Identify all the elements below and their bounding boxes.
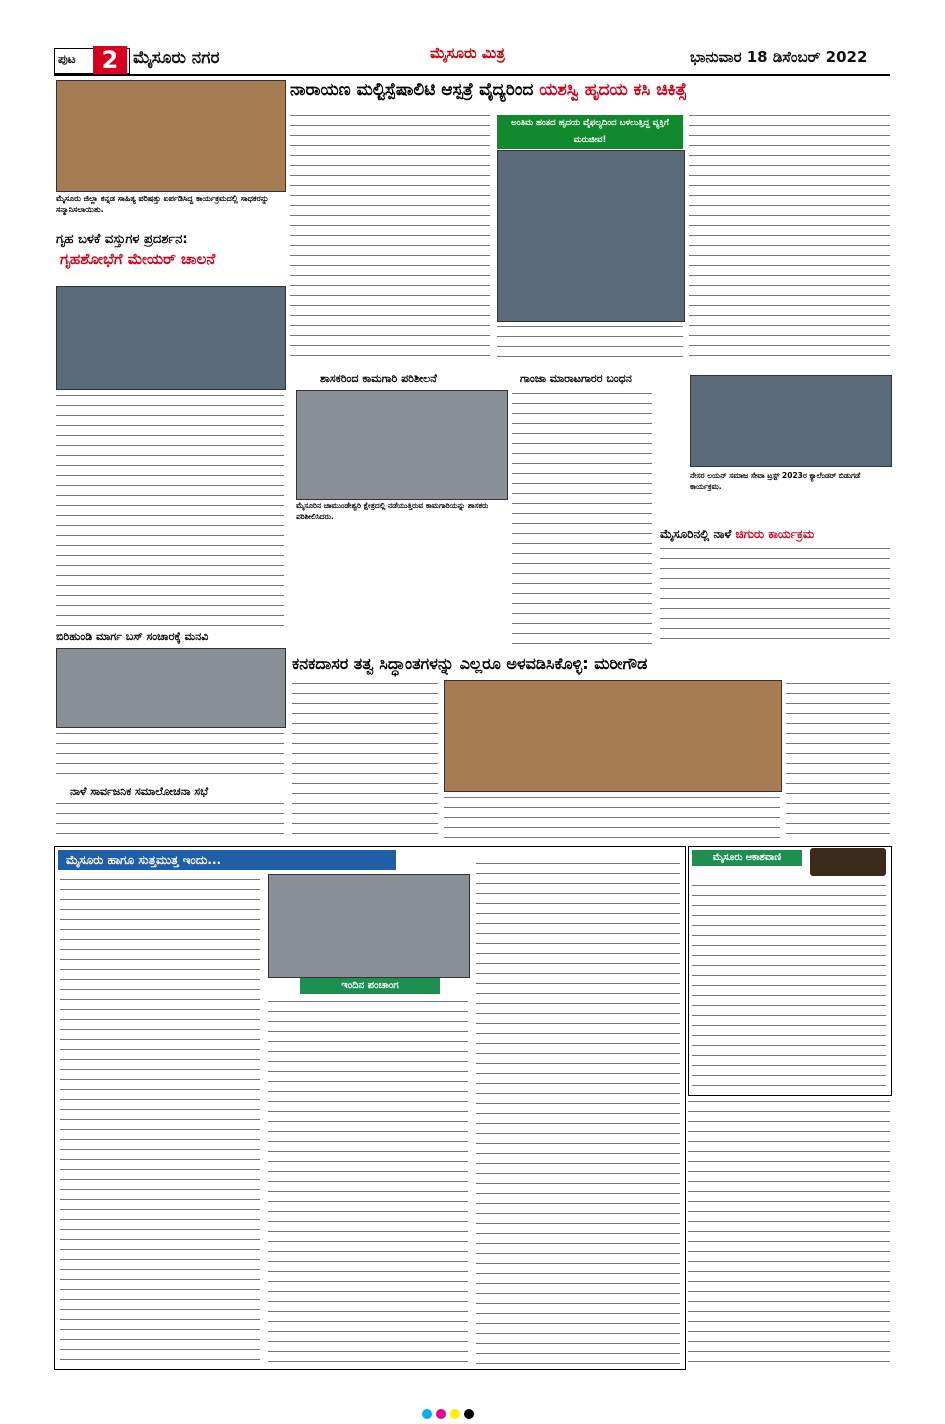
radio-title: ಮೈಸೂರು ಆಕಾಶವಾಣಿ (692, 850, 802, 866)
events-col2 (268, 998, 468, 1364)
events-title: ಮೈಸೂರು ಹಾಗೂ ಸುತ್ತಮುತ್ತ ಇಂದು... (58, 850, 396, 870)
events-col4 (688, 1098, 890, 1364)
inspection-headline: ಶಾಸಕರಿಂದ ಕಾಮಗಾರಿ ಪರಿಶೀಲನೆ (320, 372, 437, 385)
calendar-release-caption: ನೇಸರ ಲಯನ್ ಸಮಾಜ ಸೇವಾ ಟ್ರಸ್ಟ್ 2023ರ ಕ್ಯಾಲೆಂಡರ್ ಬಿಡುಗಡೆ ಕಾರ್ಯಕ್ರಮ. (690, 471, 861, 491)
panchanga-title: ಇಂದಿನ ಪಂಚಾಂಗ (300, 978, 440, 994)
kanakadasa-photo (444, 680, 782, 792)
lead-headline-a: ನಾರಾಯಣ ಮಲ್ಟಿಸ್ಪೆಷಾಲಿಟಿ ಆಸ್ಪತ್ರೆ ವೈದ್ಯರಿಂದ (290, 80, 534, 100)
ganja-headline: ಗಾಂಜಾ ಮಾರಾಟಗಾರರ ಬಂಧನ (520, 372, 632, 385)
chiguru-headline (660, 527, 890, 542)
section-title: ಮೈಸೂರು ನಗರ (133, 48, 220, 68)
kanakadasa-body-col3 (786, 680, 890, 842)
page-number: 2 (93, 46, 127, 74)
felicitation-photo (56, 80, 286, 192)
exhibition-photo (56, 286, 286, 390)
bus-route-headline: ಬಿರಿಹುಂಡಿ ಮಾರ್ಗ ಬಸ್ ಸಂಚಾರಕ್ಕೆ ಮನವಿ (56, 630, 209, 643)
felicitation-caption: ಮೈಸೂರು ಜಿಲ್ಲಾ ಕನ್ನಡ ಸಾಹಿತ್ಯ ಪರಿಷತ್ತು ಏರ್ಪಡಿಸಿದ್ದ ಕಾರ್ಯಕ್ರಮದಲ್ಲಿ ಸಾಧಕರನ್ನು ಸನ್ಮಾನಿಸಲಾಯಿತು. (56, 194, 269, 214)
chiguru-headline-b: ಚಿಗುರು ಕಾರ್ಯಕ್ರಮ (735, 527, 815, 541)
kanakadasa-headline: ಕನಕದಾಸರ ತತ್ವ ಸಿದ್ಧಾಂತಗಳನ್ನು ಎಲ್ಲರೂ ಅಳವಡಿಸಿಕೊಳ್ಳಿ: ಮರೀಗೌಡ (292, 654, 648, 673)
lead-headline-b: ಯಶಸ್ವಿ ಹೃದಯ ಕಸಿ ಚಿಕಿತ್ಸೆ (539, 80, 687, 100)
events-col3 (476, 860, 680, 1364)
consultation-headline: ನಾಳೆ ಸಾರ್ವಜನಿಕ ಸಮಾಲೋಚನಾ ಸಭೆ (70, 785, 209, 798)
chiguru-headline-a: ಮೈಸೂರಿನಲ್ಲಿ ನಾಳೆ (660, 527, 732, 541)
registration-marks (420, 1404, 476, 1423)
events-col1 (60, 876, 260, 1364)
radio-icon (810, 848, 886, 876)
issue-date: ಭಾನುವಾರ 18 ಡಿಸೆಂಬರ್ 2022 (690, 48, 868, 66)
lead-body-col3 (689, 112, 890, 364)
ganja-body (512, 390, 652, 646)
exhibition-body (56, 392, 284, 628)
page-label: ಪುಟ (58, 52, 76, 66)
paper-name: ಮೈಸೂರು ಮಿತ್ರ (430, 44, 505, 62)
exhibition-kicker: ಗೃಹ ಬಳಕೆ ವಸ್ತುಗಳ ಪ್ರದರ್ಶನ: (56, 232, 188, 247)
lead-body-col2 (497, 323, 683, 364)
consultation-body (56, 800, 284, 840)
kanakadasa-body-col1 (292, 680, 438, 842)
inspection-photo (296, 390, 508, 500)
radio-schedule (692, 882, 886, 1090)
masthead-rule (54, 74, 890, 76)
calendar-release-photo (690, 375, 892, 467)
inspection-caption: ಮೈಸೂರಿನ ಚಾಮುಂಡೇಶ್ವರಿ ಕ್ಷೇತ್ರದಲ್ಲಿ ನಡೆಯುತ್ತಿರುವ ಕಾಮಗಾರಿಯನ್ನು ಶಾಸಕರು ಪರಿಶೀಲಿಸಿದರು. (296, 501, 489, 521)
lead-doctors-photo (497, 150, 685, 322)
exhibition-headline: ಗೃಹಶೋಭೆಗೆ ಮೇಯರ್ ಚಾಲನೆ (60, 250, 216, 268)
kanakadasa-body-col2 (444, 794, 780, 842)
lead-headline (290, 80, 890, 100)
lead-photo-banner: ಅಂತಿಮ ಹಂತದ ಹೃದಯ ವೈಫಲ್ಯದಿಂದ ಬಳಲುತ್ತಿದ್ದ ವ್ಯಕ್ತಿಗೆ ಮರುಜೀವ! (497, 115, 683, 149)
bus-protest-photo (56, 648, 286, 728)
masthead (0, 0, 945, 72)
lead-body-col1 (290, 112, 490, 364)
chiguru-body (660, 545, 890, 647)
bus-route-body (56, 730, 284, 780)
palace-photo (268, 874, 470, 978)
